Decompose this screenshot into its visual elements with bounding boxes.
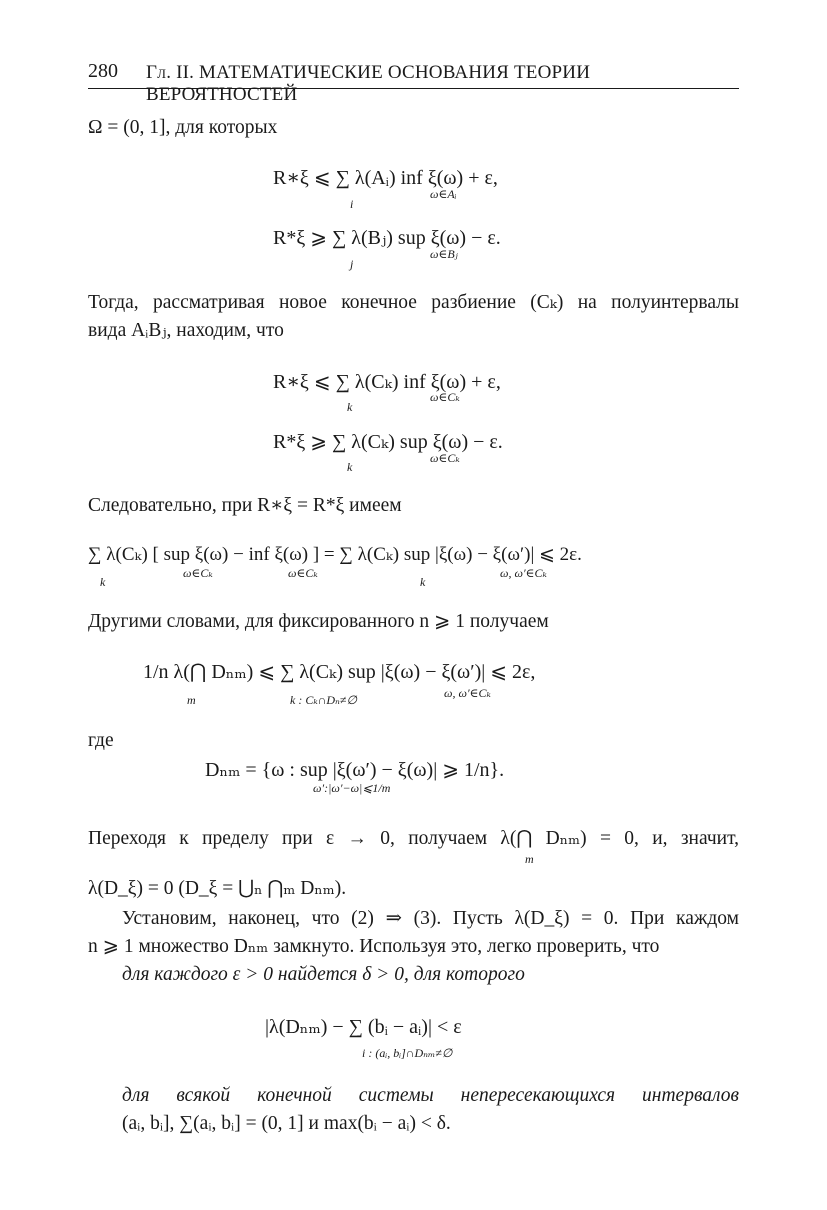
body-para5: где (88, 730, 114, 751)
equation-5: Dₙₘ = {ω : sup |ξ(ω′) − ξ(ω)| ⩾ 1/n}. (205, 759, 505, 781)
eq1a-inf-index: ω∈Aᵢ (430, 187, 457, 201)
equation-6: |λ(Dₙₘ) − ∑ (bᵢ − aᵢ)| < ε (265, 1016, 462, 1038)
body-para7-line2: n ⩾ 1 множество Dₙₘ замкнуто. Используя это, легко проверить, что (88, 936, 660, 957)
equation-1a: R∗ξ ⩽ ∑ λ(Aᵢ) inf ξ(ω) + ε, (273, 167, 498, 189)
eq4-cap-index: m (187, 693, 196, 707)
eq3-sup-index-2: ω, ω′∈Cₖ (500, 566, 547, 580)
page-header (88, 58, 739, 105)
body-para7-line1: Установим, наконец, что (2) ⇒ (3). Пусть λ(D_ξ) = 0. При каждом (122, 908, 739, 929)
body-para6-line1: Переходя к пределу при ε → 0, получаем λ(⋂ Dₙₘ) = 0, и, значит, (88, 828, 739, 849)
equation-1b: R*ξ ⩾ ∑ λ(Bⱼ) sup ξ(ω) − ε. (273, 227, 501, 249)
body-para2-line2: вида AᵢBⱼ, находим, что (88, 320, 284, 341)
equation-2a: R∗ξ ⩽ ∑ λ(Cₖ) inf ξ(ω) + ε, (273, 371, 501, 393)
eq4-sum-index: k : Cₖ∩Dₙ≠∅ (290, 693, 357, 707)
eq2b-sum-index: k (347, 460, 353, 474)
body-para7-line3: для каждого ε > 0 найдется δ > 0, для которого (122, 964, 525, 985)
eq2b-sup-index: ω∈Cₖ (430, 451, 460, 465)
equation-2b: R*ξ ⩾ ∑ λ(Cₖ) sup ξ(ω) − ε. (273, 431, 503, 453)
equation-4: 1/n λ(⋂ Dₙₘ) ⩽ ∑ λ(Cₖ) sup |ξ(ω) − ξ(ω′)| ⩽ 2ε, (143, 661, 536, 683)
page-number: 280 (88, 60, 118, 82)
eq1a-sum-index: i (350, 197, 354, 211)
eq3-sum-index-1: k (100, 575, 106, 589)
body-para8-line1: для всякой конечной системы непересекающихся интервалов (122, 1085, 739, 1106)
body-para8-line2: (aᵢ, bᵢ], ∑(aᵢ, bᵢ] = (0, 1] и max(bᵢ − aᵢ) < δ. (122, 1113, 451, 1134)
body-para4: Другими словами, для фиксированного n ⩾ 1 получаем (88, 611, 549, 632)
equation-3: ∑ λ(Cₖ) [ sup ξ(ω) − inf ξ(ω) ] = ∑ λ(Cₖ) sup |ξ(ω) − ξ(ω′)| ⩽ 2ε. (88, 544, 582, 565)
body-para3: Следовательно, при R∗ξ = R*ξ имеем (88, 495, 402, 516)
eq5-sup-index: ω′:|ω′−ω|⩽1/m (313, 781, 391, 795)
body-line-1: Ω = (0, 1], для которых (88, 117, 278, 138)
eq2a-inf-index: ω∈Cₖ (430, 390, 460, 404)
eq6-sum-index: i : (aᵢ, bᵢ]∩Dₙₘ≠∅ (362, 1046, 453, 1060)
para6-cap-index: m (525, 852, 534, 866)
eq4-sup-index: ω, ω′∈Cₖ (444, 686, 491, 700)
eq1b-sum-index: j (350, 257, 354, 271)
eq3-inf-index: ω∈Cₖ (288, 566, 318, 580)
body-para2-line1: Тогда, рассматривая новое конечное разбиение (Cₖ) на полуинтервалы (88, 292, 739, 313)
eq1b-sup-index: ω∈Bⱼ (430, 247, 458, 261)
eq3-sup-index: ω∈Cₖ (183, 566, 213, 580)
eq3-sum-index-2: k (420, 575, 426, 589)
eq2a-sum-index: k (347, 400, 353, 414)
running-head: Гл. II. МАТЕМАТИЧЕСКИЕ ОСНОВАНИЯ ТЕОРИИ ВЕРОЯТНОСТЕЙ (146, 62, 591, 105)
body-para6-line2: λ(D_ξ) = 0 (D_ξ = ⋃ₙ ⋂ₘ Dₙₘ). (88, 878, 347, 899)
